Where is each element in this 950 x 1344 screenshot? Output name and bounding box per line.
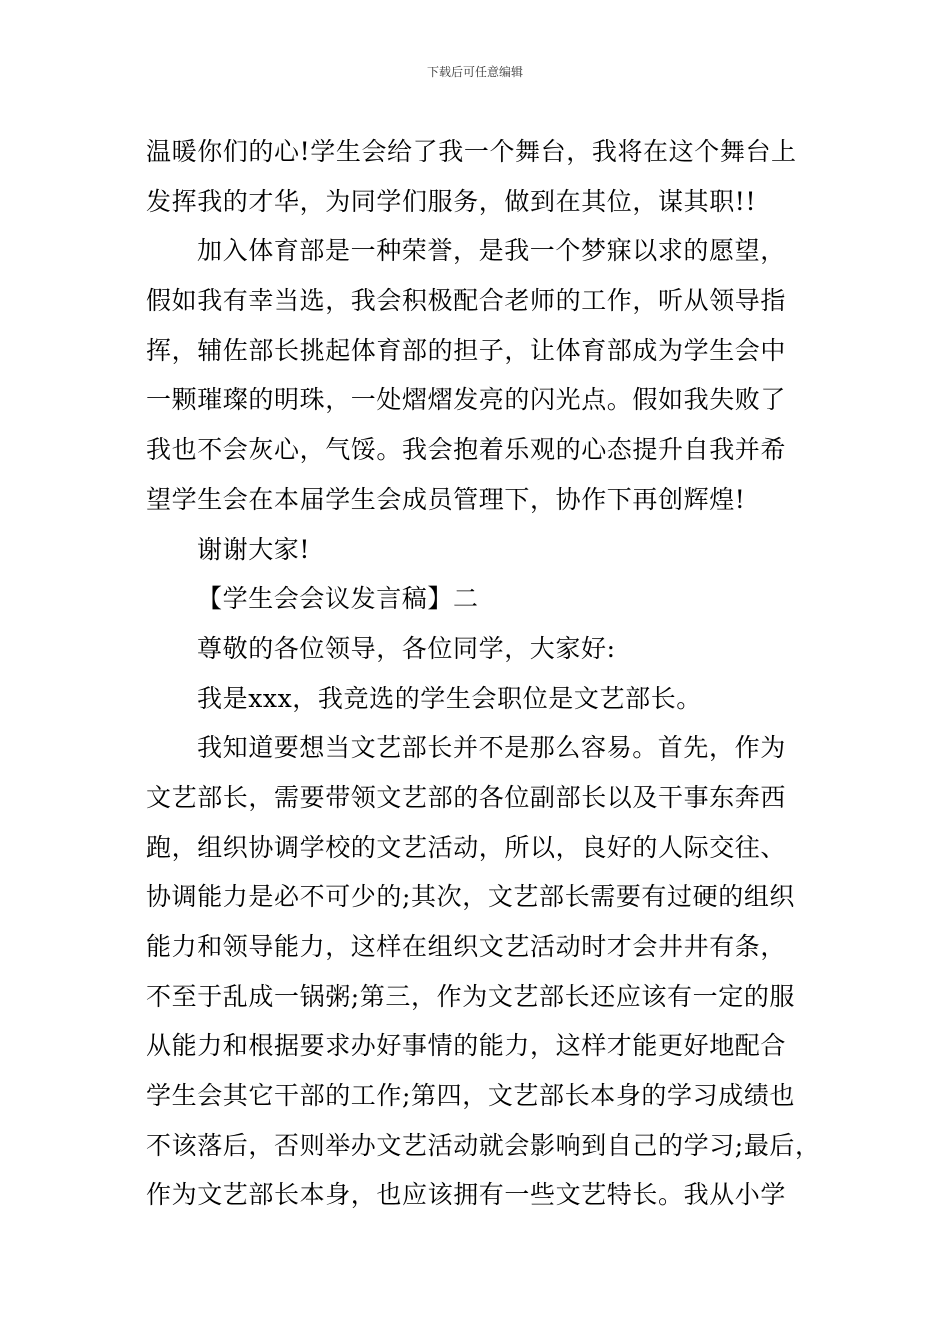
text-line: 发挥我的才华，为同学们服务，做到在其位，谋其职!! [146, 186, 757, 216]
page-header-note: 下载后可任意编辑 [426, 65, 523, 79]
section-heading: 【学生会会议发言稿】二 [197, 584, 479, 614]
text-line: 不至于乱成一锅粥;第三，作为文艺部长还应该有一定的服 [146, 981, 796, 1011]
text-line: 跑，组织协调学校的文艺活动，所以，良好的人际交往、 [146, 832, 787, 862]
text-line: 协调能力是必不可少的;其次，文艺部长需要有过硬的组织 [146, 882, 796, 912]
text-line: 挥，辅佐部长挑起体育部的担子，让体育部成为学生会中 [146, 335, 787, 365]
text-line: 一颗璀璨的明珠，一处熠熠发亮的闪光点。假如我失败了 [146, 385, 787, 415]
text-line: 假如我有幸当选，我会积极配合老师的工作，听从领导指 [146, 286, 787, 316]
text-line: 能力和领导能力，这样在组织文艺活动时才会井井有条， [146, 932, 787, 961]
text-line: 从能力和根据要求办好事情的能力，这样才能更好地配合 [146, 1031, 787, 1061]
text-line: 文艺部长，需要带领文艺部的各位副部长以及干事东奔西 [146, 782, 787, 812]
text-line: 尊敬的各位领导，各位同学，大家好: [197, 633, 616, 663]
text-line: 我是xxx，我竞选的学生会职位是文艺部长。 [197, 683, 702, 713]
text-line: 作为文艺部长本身，也应该拥有一些文艺特长。我从小学 [146, 1180, 787, 1210]
text-line: 加入体育部是一种荣誉，是我一个梦寐以求的愿望， [197, 236, 786, 266]
text-line: 望学生会在本届学生会成员管理下，协作下再创辉煌! [146, 484, 746, 514]
text-line: 不该落后，否则举办文艺活动就会影响到自己的学习;最后， [146, 1130, 821, 1160]
text-line: 谢谢大家! [197, 534, 311, 564]
text-line: 我也不会灰心，气馁。我会抱着乐观的心态提升自我并希 [146, 435, 787, 465]
text-line: 我知道要想当文艺部长并不是那么容易。首先，作为 [197, 733, 786, 763]
text-line: 温暖你们的心!学生会给了我一个舞台，我将在这个舞台上 [146, 137, 797, 166]
text-line: 学生会其它干部的工作;第四，文艺部长本身的学习成绩也 [146, 1081, 796, 1111]
document-body [146, 127, 826, 1220]
